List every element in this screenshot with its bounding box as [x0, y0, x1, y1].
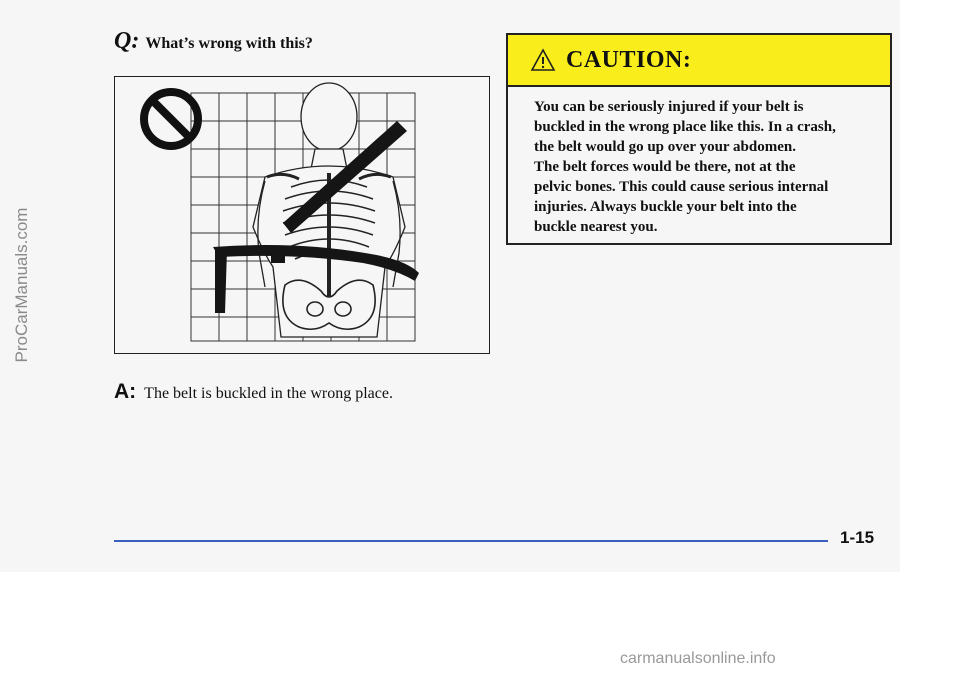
answer [114, 380, 393, 404]
caution-title: CAUTION: [566, 46, 692, 73]
skeleton-belt-drawing [115, 77, 491, 355]
watermark-carmanualsonline: carmanualsonline.info [620, 650, 776, 667]
watermark-left-text: ProCarManuals.com [12, 207, 31, 363]
caution-line: buckle nearest you. [534, 219, 658, 235]
answer-text: The belt is buckled in the wrong place. [144, 385, 393, 402]
question [114, 28, 313, 55]
page-number: 1-15 [840, 528, 875, 547]
answer-mark: A: [114, 380, 137, 403]
caution-header [508, 35, 890, 87]
caution-line: buckled in the wrong place like this. In a crash, [534, 119, 836, 135]
prohibited-icon [144, 92, 198, 146]
caution-line: You can be seriously injured if your belt is [534, 99, 804, 115]
question-text: What’s wrong with this? [145, 35, 313, 52]
caution-box [506, 33, 892, 245]
footer-rule [114, 540, 828, 542]
caution-line: pelvic bones. This could cause serious internal [534, 179, 829, 195]
caution-line: The belt forces would be there, not at the [534, 159, 796, 175]
watermark-procarmanuals [10, 190, 34, 380]
question-mark: Q: [114, 28, 140, 54]
buckle [271, 253, 285, 263]
seatbelt-illustration [114, 76, 490, 354]
caution-text [508, 87, 890, 237]
caution-line: injuries. Always buckle your belt into the [534, 199, 797, 215]
buckle-strap [215, 247, 227, 313]
caution-line: the belt would go up over your abdomen. [534, 139, 796, 155]
warning-triangle-icon [530, 48, 556, 72]
